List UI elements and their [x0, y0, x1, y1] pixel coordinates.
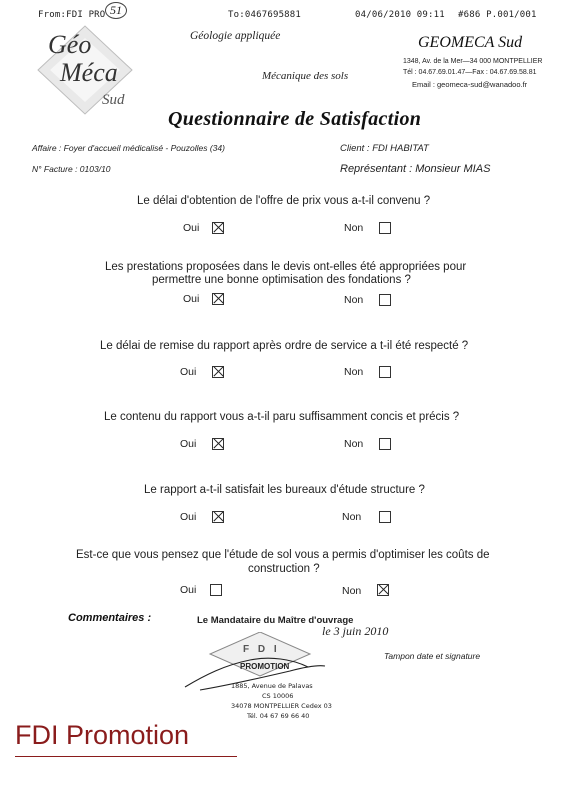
question-text: Le délai d'obtention de l'offre de prix vous a-t-il convenu ?	[137, 195, 431, 207]
yes-label: Oui	[183, 293, 200, 305]
mandataire-label: Le Mandataire du Maître d'ouvrage	[197, 615, 354, 626]
affaire-label: Affaire : Foyer d'accueil médicalisé - Pouzolles (34)	[32, 143, 225, 153]
yes-label: Oui	[183, 222, 200, 234]
question-text: Le délai de remise du rapport après ordre de service a t-il été respecté ?	[100, 340, 469, 352]
yes-checkbox[interactable]	[210, 584, 222, 596]
stamp-name: PROMOTION	[240, 662, 290, 671]
company-phone: Tél : 04.67.69.01.47—Fax : 04.67.69.58.81	[403, 69, 537, 76]
yes-checkbox[interactable]	[212, 222, 224, 234]
fax-from-note: 51	[105, 2, 127, 19]
tampon-label: Tampon date et signature	[384, 651, 481, 661]
form-title: Questionnaire de Satisfaction	[168, 108, 422, 130]
tag-geology: Géologie appliquée	[190, 30, 281, 42]
question-text: Les prestations proposées dans le devis ont-elles été appropriées pour	[105, 261, 467, 273]
footer-brand: FDI Promotion	[15, 720, 190, 750]
handwritten-date: le 3 juin 2010	[322, 624, 389, 638]
logo-line-sud: Sud	[102, 92, 125, 108]
representant-label: Représentant : Monsieur MIAS	[340, 163, 491, 175]
stamp-address-1: 1885, Avenue de Palavas	[231, 682, 313, 690]
fax-from: From:FDI PRO	[38, 10, 106, 20]
company-email: Email : geomeca-sud@wanadoo.fr	[412, 80, 528, 89]
comments-label: Commentaires :	[68, 612, 152, 624]
logo-line-geo: Géo	[48, 30, 92, 59]
signature-scribble-icon	[180, 645, 330, 695]
stamp-tel: Tél. 04 67 69 66 40	[247, 712, 310, 720]
question-text: Le rapport a-t-il satisfait les bureaux d'étude structure ?	[144, 484, 425, 496]
fax-datetime: 04/06/2010 09:11	[355, 10, 445, 20]
stamp-brand: F D I	[243, 644, 280, 655]
yes-checkbox[interactable]	[212, 293, 224, 305]
yes-label: Oui	[180, 511, 197, 523]
yes-checkbox[interactable]	[212, 511, 224, 523]
logo-line-meca: Méca	[60, 58, 118, 87]
no-label: Non	[344, 366, 364, 378]
facture-label: N° Facture : 0103/10	[32, 164, 111, 174]
no-checkbox[interactable]	[379, 366, 391, 378]
stamp-address-3: 34078 MONTPELLIER Cedex 03	[231, 702, 332, 710]
yes-checkbox[interactable]	[212, 366, 224, 378]
stamp-address-2: CS 10006	[262, 692, 294, 700]
no-checkbox[interactable]	[377, 584, 389, 596]
tag-mechanics: Mécanique des sols	[262, 70, 349, 82]
yes-label: Oui	[180, 366, 197, 378]
footer-underline	[15, 756, 237, 757]
question-text-line2: construction ?	[248, 563, 320, 575]
company-address: 1348, Av. de la Mer—34 000 MONTPELLIER	[403, 58, 543, 65]
fax-to: To:0467695881	[228, 10, 302, 20]
question-text-line2: permettre une bonne optimisation des fondations ?	[152, 274, 411, 286]
yes-label: Oui	[180, 438, 197, 450]
question-text: Est-ce que vous pensez que l'étude de sol vous a permis d'optimiser les coûts de	[76, 549, 490, 561]
yes-label: Oui	[180, 584, 197, 596]
no-label: Non	[342, 585, 362, 597]
no-checkbox[interactable]	[379, 294, 391, 306]
no-checkbox[interactable]	[379, 438, 391, 450]
no-label: Non	[344, 438, 364, 450]
no-checkbox[interactable]	[379, 222, 391, 234]
client-label: Client : FDI HABITAT	[340, 143, 429, 154]
no-label: Non	[344, 222, 364, 234]
yes-checkbox[interactable]	[212, 438, 224, 450]
no-label: Non	[344, 294, 364, 306]
no-checkbox[interactable]	[379, 511, 391, 523]
question-text: Le contenu du rapport vous a-t-il paru suffisamment concis et précis ?	[104, 411, 460, 423]
company-name: GEOMECA Sud	[418, 34, 523, 51]
fax-page: #686 P.001/001	[458, 10, 537, 20]
no-label: Non	[342, 511, 362, 523]
